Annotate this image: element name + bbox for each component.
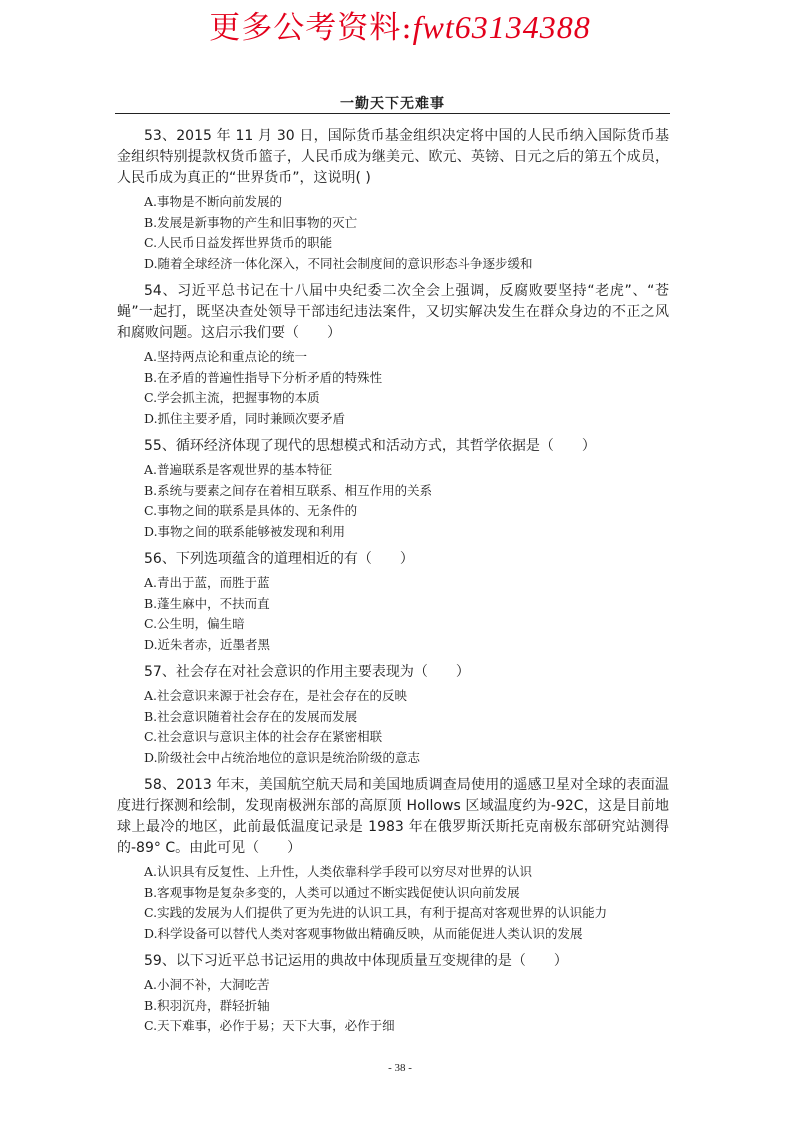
question-stem: 58、2013 年末，美国航空航天局和美国地质调查局使用的遥感卫星对全球的表面温度进行探测和绘制，发现南极洲东部的高原顶 Hollows 区域温度约为-92C，这是目前地球上最冷的地区，此前最低温度记录是 1983 年在俄罗斯沃斯托克南极东部研究站测得的-89° C。由此可见（ ）	[117, 777, 669, 856]
question-stem: 54、习近平总书记在十八届中央纪委二次全会上强调，反腐败要坚持“老虎”、“苍蝇”一起打，既坚决查处领导干部违纪违法案件，又切实解决发生在群众身边的不正之风和腐败问题。这启示我们要（ ）	[117, 283, 669, 341]
option-b: B.蓬生麻中，不扶而直	[144, 595, 270, 611]
question-59	[117, 951, 669, 1037]
option-b: B.在矛盾的普遍性指导下分析矛盾的特殊性	[144, 369, 383, 385]
header-divider	[115, 113, 670, 114]
question-stem: 59、以下习近平总书记运用的典故中体现质量互变规律的是（ ）	[144, 953, 568, 969]
option-a: A.事物是不断向前发展的	[144, 194, 283, 209]
watermark-prefix: 更多公考资料:	[209, 10, 413, 46]
question-stem: 56、下列选项蕴含的道理相近的有（ ）	[144, 551, 414, 567]
option-a: A.小洞不补，大洞吃苦	[144, 977, 270, 992]
option-a: A.普遍联系是客观世界的基本特征	[144, 462, 333, 477]
option-c: C.天下难事，必作于易；天下大事，必作于细	[144, 1018, 395, 1033]
option-b: B.积羽沉舟，群轻折轴	[144, 997, 270, 1013]
option-d: D.事物之间的联系能够被发现和利用	[144, 523, 346, 539]
question-stem: 57、社会存在对社会意识的作用主要表现为（ ）	[144, 664, 470, 680]
header-motto: 一勤天下无难事	[340, 96, 445, 112]
question-55	[117, 436, 669, 542]
option-c: C.学会抓主流，把握事物的本质	[144, 390, 320, 405]
option-c: C.事物之间的联系是具体的、无条件的	[144, 503, 358, 518]
option-d: D.科学设备可以替代人类对客观事物做出精确反映，从而能促进人类认识的发展	[144, 925, 583, 941]
option-a: A.青出于蓝，而胜于蓝	[144, 575, 270, 590]
question-58	[117, 775, 669, 944]
option-d: D.抓住主要矛盾，同时兼顾次要矛盾	[144, 410, 346, 426]
option-c: C.实践的发展为人们提供了更为先进的认识工具，有利于提高对客观世界的认识能力	[144, 905, 608, 920]
question-56	[117, 549, 669, 655]
option-d: D.随着全球经济一体化深入，不同社会制度间的意识形态斗争逐步缓和	[144, 255, 533, 271]
question-53	[117, 126, 669, 274]
question-stem: 53、2015 年 11 月 30 日，国际货币基金组织决定将中国的人民币纳入国际货币基金组织特别提款权货币篮子，人民币成为继美元、欧元、英镑、日元之后的第五个成员，人民币成为真正的“世界货币”，这说明( )	[117, 128, 669, 186]
watermark-contact: fwt63134388	[412, 9, 591, 45]
question-list	[117, 126, 669, 1044]
question-54	[117, 281, 669, 429]
option-b: B.发展是新事物的产生和旧事物的灭亡	[144, 214, 358, 230]
option-b: B.社会意识随着社会存在的发展而发展	[144, 708, 358, 724]
option-b: B.客观事物是复杂多变的，人类可以通过不断实践促使认识向前发展	[144, 884, 520, 900]
option-c: C.人民币日益发挥世界货币的职能	[144, 235, 333, 250]
option-c: C.公生明，偏生暗	[144, 616, 245, 631]
question-57	[117, 662, 669, 768]
option-d: D.阶级社会中占统治地位的意识是统治阶级的意志	[144, 749, 421, 765]
page-number: - 38 -	[388, 1062, 412, 1074]
option-a: A.坚持两点论和重点论的统一	[144, 349, 308, 364]
option-d: D.近朱者赤，近墨者黑	[144, 636, 271, 652]
option-a: A.认识具有反复性、上升性，人类依靠科学手段可以穷尽对世界的认识	[144, 864, 533, 879]
option-b: B.系统与要素之间存在着相互联系、相互作用的关系	[144, 482, 433, 498]
option-c: C.社会意识与意识主体的社会存在紧密相联	[144, 729, 383, 744]
question-stem: 55、循环经济体现了现代的思想模式和活动方式，其哲学依据是（ ）	[144, 438, 596, 454]
watermark-banner	[0, 2, 800, 47]
option-a: A.社会意识来源于社会存在，是社会存在的反映	[144, 688, 408, 703]
